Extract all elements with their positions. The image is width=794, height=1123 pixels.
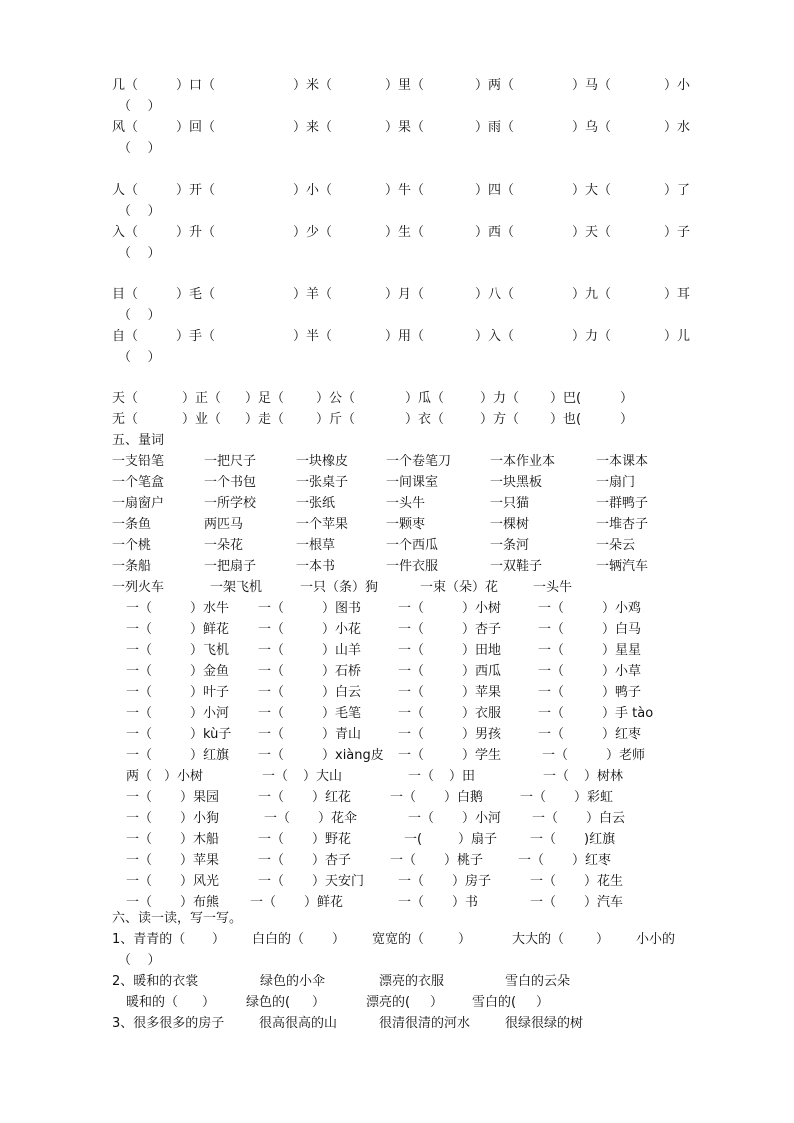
text-segment: ）四（ bbox=[475, 183, 515, 198]
text-segment: ）巴( bbox=[550, 391, 582, 406]
text-segment: 一本作业本 bbox=[490, 454, 556, 469]
text-segment: ）生（ bbox=[385, 225, 425, 240]
text-segment: 宽宽的（ bbox=[372, 932, 425, 947]
text-segment: 一（ bbox=[408, 769, 435, 784]
text-segment: 一颗枣 bbox=[386, 517, 426, 532]
fill-in-row bbox=[0, 850, 794, 871]
text-segment: 大大的（ bbox=[512, 932, 565, 947]
text-segment: 一（ bbox=[258, 727, 285, 742]
text-segment: 一（ bbox=[390, 853, 417, 868]
text-segment: ）鸭子 bbox=[602, 685, 642, 700]
text-segment: 一（ bbox=[258, 832, 285, 847]
text-segment: 一群鸭子 bbox=[596, 496, 649, 511]
word-group-line bbox=[0, 284, 794, 305]
text-segment: ）衣服 bbox=[462, 706, 502, 721]
text-segment: ）公（ bbox=[316, 391, 356, 406]
text-segment: 一头牛 bbox=[533, 580, 573, 595]
text-segment: 一（ bbox=[538, 727, 565, 742]
text-segment: ）走（ bbox=[245, 412, 285, 427]
text-segment: ）红花 bbox=[312, 790, 352, 805]
measure-word-examples bbox=[0, 556, 794, 577]
text-segment: ）小河 bbox=[190, 706, 230, 721]
text-segment: ）叶子 bbox=[190, 685, 230, 700]
text-segment: 一（ bbox=[126, 706, 153, 721]
text-segment: 白白的（ bbox=[252, 932, 305, 947]
text-segment: 目（ bbox=[112, 287, 139, 302]
text-segment: 一（ bbox=[126, 622, 153, 637]
text-segment: 一把尺子 bbox=[204, 454, 257, 469]
text-segment: 一束（朵）花 bbox=[420, 580, 499, 595]
exercise-2-examples bbox=[0, 971, 794, 992]
text-segment: 一（ bbox=[398, 727, 425, 742]
text-segment: ）手 tào bbox=[602, 706, 654, 721]
text-segment: 一扇门 bbox=[596, 475, 636, 490]
text-segment: ）子 bbox=[664, 225, 691, 240]
text-segment: 小小的 bbox=[636, 932, 676, 947]
text-segment: ） bbox=[536, 995, 550, 1010]
text-segment: 3、很多很多的房子 bbox=[112, 1016, 225, 1031]
text-segment: ）布熊 bbox=[180, 895, 220, 910]
text-segment: 一（ bbox=[398, 643, 425, 658]
text-segment: 漂亮的( bbox=[366, 995, 411, 1010]
text-segment: ）小狗 bbox=[180, 811, 220, 826]
word-group-line bbox=[0, 75, 794, 96]
fill-in-row bbox=[0, 619, 794, 640]
text-segment: 五、量词 bbox=[112, 433, 165, 448]
word-group-line bbox=[0, 222, 794, 243]
text-segment: ）树林 bbox=[584, 769, 624, 784]
text-segment: ）风光 bbox=[180, 874, 220, 889]
exercise-2-fill bbox=[0, 992, 794, 1013]
text-segment: ）白马 bbox=[602, 622, 642, 637]
text-segment: 一（ bbox=[398, 748, 425, 763]
text-segment: ）回（ bbox=[176, 120, 216, 135]
text-segment: ）金鱼 bbox=[190, 664, 230, 679]
text-segment: 一个桃 bbox=[112, 538, 152, 553]
text-segment: ）米（ bbox=[293, 78, 333, 93]
text-segment: 一（ bbox=[126, 664, 153, 679]
text-segment: ）桃子 bbox=[444, 853, 484, 868]
word-group-line bbox=[0, 138, 794, 159]
text-segment: ）小鸡 bbox=[602, 601, 642, 616]
text-segment: 自（ bbox=[112, 329, 139, 344]
text-segment: 一张纸 bbox=[296, 496, 336, 511]
word-group-line bbox=[0, 347, 794, 368]
text-segment: ）开（ bbox=[176, 183, 216, 198]
word-group-line bbox=[0, 326, 794, 347]
text-segment: 一个笔盒 bbox=[112, 475, 165, 490]
word-pair-line bbox=[0, 388, 794, 409]
text-segment: ）儿 bbox=[664, 329, 691, 344]
text-segment: 一（ bbox=[538, 643, 565, 658]
text-segment: 几（ bbox=[112, 78, 139, 93]
text-segment: 一（ bbox=[258, 622, 285, 637]
text-segment: 一（ bbox=[258, 685, 285, 700]
text-segment: 一（ bbox=[258, 664, 285, 679]
text-segment: ）天（ bbox=[572, 225, 612, 240]
exercise-3 bbox=[0, 1013, 794, 1034]
text-segment: ）图书 bbox=[322, 601, 362, 616]
text-segment: 很绿很绿的树 bbox=[505, 1016, 584, 1031]
text-segment: 一个苹果 bbox=[296, 517, 349, 532]
text-segment: （ ） bbox=[118, 141, 161, 156]
text-segment: 入（ bbox=[112, 225, 139, 240]
fill-in-row bbox=[0, 661, 794, 682]
text-segment: 很清很清的河水 bbox=[379, 1016, 471, 1031]
text-segment: （ ） bbox=[118, 953, 161, 968]
word-group-line bbox=[0, 96, 794, 117]
text-segment: ）西瓜 bbox=[462, 664, 502, 679]
text-segment: 绿色的( bbox=[246, 995, 291, 1010]
text-segment: ）正（ bbox=[182, 391, 222, 406]
text-segment: ）鲜花 bbox=[304, 895, 344, 910]
exercise-1-continued bbox=[0, 950, 794, 971]
text-segment: 一（ bbox=[126, 643, 153, 658]
text-segment: 一（ bbox=[258, 874, 285, 889]
text-segment: 一（ bbox=[530, 895, 557, 910]
text-segment: ） bbox=[202, 995, 216, 1010]
text-segment: 一（ bbox=[126, 685, 153, 700]
text-segment: （ ） bbox=[118, 308, 161, 323]
fill-in-row bbox=[0, 640, 794, 661]
word-group-line bbox=[0, 243, 794, 264]
text-segment: 一朵云 bbox=[596, 538, 636, 553]
text-segment: 一（ bbox=[538, 622, 565, 637]
text-segment: 漂亮的衣服 bbox=[379, 974, 445, 989]
text-segment: ）方（ bbox=[480, 412, 520, 427]
text-segment: 天（ bbox=[112, 391, 139, 406]
text-segment: 一（ bbox=[398, 706, 425, 721]
text-segment: ）乌（ bbox=[572, 120, 612, 135]
text-segment: 一列火车 bbox=[112, 580, 165, 595]
text-segment: ）水牛 bbox=[190, 601, 230, 616]
text-segment: ）水 bbox=[664, 120, 691, 135]
section-title bbox=[0, 908, 794, 929]
text-segment: 很高很高的山 bbox=[259, 1016, 338, 1031]
text-segment: 一根草 bbox=[296, 538, 336, 553]
text-segment: 一个卷笔刀 bbox=[386, 454, 452, 469]
text-segment: 无（ bbox=[112, 412, 139, 427]
text-segment: 1、青青的（ bbox=[112, 932, 186, 947]
text-segment: 一本书 bbox=[296, 559, 336, 574]
text-segment: ）雨（ bbox=[475, 120, 515, 135]
text-segment: 两匹马 bbox=[204, 517, 244, 532]
text-segment: 一（ bbox=[538, 685, 565, 700]
text-segment: ）红枣 bbox=[572, 853, 612, 868]
text-segment: 一所学校 bbox=[204, 496, 257, 511]
text-segment: 一（ bbox=[264, 811, 291, 826]
text-segment: 六、读一读，写一写。 bbox=[112, 911, 243, 926]
text-segment: 一把扇子 bbox=[204, 559, 257, 574]
measure-word-examples bbox=[0, 514, 794, 535]
text-segment: 一（ bbox=[262, 769, 289, 784]
text-segment: 2、暖和的衣裳 bbox=[112, 974, 199, 989]
text-segment: ）牛（ bbox=[385, 183, 425, 198]
text-segment: 一（ bbox=[398, 664, 425, 679]
fill-in-row bbox=[0, 682, 794, 703]
text-segment: 暖和的（ bbox=[126, 995, 179, 1010]
text-segment: ）田 bbox=[449, 769, 476, 784]
measure-word-examples bbox=[0, 577, 794, 598]
text-segment: ）杏子 bbox=[462, 622, 502, 637]
measure-word-examples bbox=[0, 472, 794, 493]
text-segment: ）红枣 bbox=[602, 727, 642, 742]
text-segment: ）小（ bbox=[293, 183, 333, 198]
text-segment: 一（ bbox=[390, 790, 417, 805]
fill-in-row bbox=[0, 703, 794, 724]
text-segment: （ ） bbox=[118, 246, 161, 261]
text-segment: 两（ bbox=[126, 769, 153, 784]
text-segment: 绿色的小伞 bbox=[260, 974, 326, 989]
text-segment: ）力（ bbox=[572, 329, 612, 344]
text-segment: ）九（ bbox=[572, 287, 612, 302]
text-segment: ）彩虹 bbox=[574, 790, 614, 805]
text-segment: 风（ bbox=[112, 120, 139, 135]
text-segment: ）杏子 bbox=[312, 853, 352, 868]
text-segment: 一间课室 bbox=[386, 475, 439, 490]
exercise-1 bbox=[0, 929, 794, 950]
text-segment: ）鲜花 bbox=[190, 622, 230, 637]
text-segment: ）了 bbox=[664, 183, 691, 198]
text-segment: 一（ bbox=[258, 748, 285, 763]
text-segment: 一只（条）狗 bbox=[300, 580, 379, 595]
text-segment: 一（ bbox=[532, 811, 559, 826]
text-segment: ）木船 bbox=[180, 832, 220, 847]
text-segment: 一件衣服 bbox=[386, 559, 439, 574]
text-segment: ）老师 bbox=[606, 748, 646, 763]
text-segment: 一（ bbox=[538, 706, 565, 721]
fill-in-row bbox=[0, 766, 794, 787]
text-segment: 一（ bbox=[126, 790, 153, 805]
text-segment: 一支铅笔 bbox=[112, 454, 165, 469]
text-segment: 一（ bbox=[408, 811, 435, 826]
text-segment: ）大（ bbox=[572, 183, 612, 198]
text-segment: ）kù子 bbox=[190, 727, 232, 742]
text-segment: 一头牛 bbox=[386, 496, 426, 511]
text-segment: ）口（ bbox=[176, 78, 216, 93]
text-segment: 一（ bbox=[398, 601, 425, 616]
text-segment: ）少（ bbox=[293, 225, 333, 240]
text-segment: ）白鹅 bbox=[444, 790, 484, 805]
text-segment: ）衣（ bbox=[405, 412, 445, 427]
fill-in-row bbox=[0, 871, 794, 892]
text-segment: ）小 bbox=[664, 78, 691, 93]
text-segment: ）青山 bbox=[322, 727, 362, 742]
text-segment: 一（ bbox=[126, 748, 153, 763]
text-segment: ）苹果 bbox=[462, 685, 502, 700]
measure-word-examples bbox=[0, 451, 794, 472]
text-segment: ）小河 bbox=[462, 811, 502, 826]
fill-in-row bbox=[0, 787, 794, 808]
text-segment: 人（ bbox=[112, 183, 139, 198]
text-segment: ）扇子 bbox=[458, 832, 498, 847]
text-segment: 一（ bbox=[258, 601, 285, 616]
text-segment: ）星星 bbox=[602, 643, 642, 658]
text-segment: ）业（ bbox=[182, 412, 222, 427]
text-segment: ）石桥 bbox=[322, 664, 362, 679]
text-segment: ）苹果 bbox=[180, 853, 220, 868]
text-segment: ）果园 bbox=[180, 790, 220, 805]
text-segment: 一（ bbox=[126, 832, 153, 847]
measure-word-examples bbox=[0, 535, 794, 556]
text-segment: ）入（ bbox=[475, 329, 515, 344]
text-segment: ）小草 bbox=[602, 664, 642, 679]
text-segment: 一条河 bbox=[490, 538, 530, 553]
text-segment: 一条鱼 bbox=[112, 517, 152, 532]
text-segment: 一块橡皮 bbox=[296, 454, 349, 469]
text-segment: 一（ bbox=[542, 748, 569, 763]
text-segment: ）田地 bbox=[462, 643, 502, 658]
text-segment: ）西（ bbox=[475, 225, 515, 240]
text-segment: ） bbox=[620, 391, 634, 406]
text-segment: 一条船 bbox=[112, 559, 152, 574]
text-segment: ）大山 bbox=[303, 769, 343, 784]
text-segment: 一架飞机 bbox=[210, 580, 263, 595]
text-segment: ） bbox=[596, 932, 610, 947]
text-segment: ）男孩 bbox=[462, 727, 502, 742]
text-segment: 一（ bbox=[126, 895, 153, 910]
text-segment: 雪白的( bbox=[472, 995, 517, 1010]
text-segment: 一（ bbox=[543, 769, 570, 784]
text-segment: ）半（ bbox=[293, 329, 333, 344]
word-group-line bbox=[0, 180, 794, 201]
text-segment: 一（ bbox=[398, 895, 425, 910]
text-segment: ） bbox=[212, 932, 226, 947]
text-segment: ） bbox=[312, 995, 326, 1010]
text-segment: ）房子 bbox=[452, 874, 492, 889]
text-segment: ） bbox=[332, 932, 346, 947]
word-group-line bbox=[0, 201, 794, 222]
text-segment: ）书 bbox=[452, 895, 479, 910]
text-segment: 一（ bbox=[258, 643, 285, 658]
text-segment: 一（ bbox=[538, 664, 565, 679]
text-segment: ）升（ bbox=[176, 225, 216, 240]
text-segment: ）来（ bbox=[293, 120, 333, 135]
text-segment: ）小树 bbox=[164, 769, 204, 784]
text-segment: ）瓜（ bbox=[405, 391, 445, 406]
text-segment: ）野花 bbox=[312, 832, 352, 847]
text-segment: 一只猫 bbox=[490, 496, 530, 511]
text-segment: ）红旗 bbox=[190, 748, 230, 763]
text-segment: ）毛（ bbox=[176, 287, 216, 302]
text-segment: 一（ bbox=[126, 853, 153, 868]
text-segment: ）花生 bbox=[584, 874, 624, 889]
text-segment: 一（ bbox=[520, 790, 547, 805]
text-segment: 一（ bbox=[126, 811, 153, 826]
text-segment: 一（ bbox=[126, 601, 153, 616]
text-segment: 一（ bbox=[530, 832, 557, 847]
word-pair-line bbox=[0, 409, 794, 430]
text-segment: ）八（ bbox=[475, 287, 515, 302]
measure-word-examples bbox=[0, 493, 794, 514]
fill-in-row bbox=[0, 598, 794, 619]
text-segment: ）xiàng皮 bbox=[322, 748, 384, 763]
text-segment: ）果（ bbox=[385, 120, 425, 135]
text-segment: 一棵树 bbox=[490, 517, 530, 532]
text-segment: 一（ bbox=[398, 874, 425, 889]
text-segment: ）马（ bbox=[572, 78, 612, 93]
text-segment: 一辆汽车 bbox=[596, 559, 649, 574]
text-segment: ）两（ bbox=[475, 78, 515, 93]
text-segment: （ ） bbox=[118, 204, 161, 219]
text-segment: 一个书包 bbox=[204, 475, 257, 490]
text-segment: 一（ bbox=[258, 853, 285, 868]
text-segment: 一（ bbox=[126, 727, 153, 742]
text-segment: 一张桌子 bbox=[296, 475, 349, 490]
fill-in-row bbox=[0, 745, 794, 766]
text-segment: ） bbox=[430, 995, 444, 1010]
text-segment: ）月（ bbox=[385, 287, 425, 302]
text-segment: 一朵花 bbox=[204, 538, 244, 553]
text-segment: ） bbox=[458, 932, 472, 947]
text-segment: 一（ bbox=[530, 874, 557, 889]
section-title bbox=[0, 430, 794, 451]
word-group-line bbox=[0, 305, 794, 326]
text-segment: ）山羊 bbox=[322, 643, 362, 658]
text-segment: 一（ bbox=[398, 622, 425, 637]
fill-in-row bbox=[0, 724, 794, 745]
text-segment: ）汽车 bbox=[584, 895, 624, 910]
text-segment: 一（ bbox=[126, 874, 153, 889]
text-segment: ）飞机 bbox=[190, 643, 230, 658]
text-segment: ） bbox=[620, 412, 634, 427]
text-segment: ）力（ bbox=[480, 391, 520, 406]
text-segment: ）白云 bbox=[586, 811, 626, 826]
text-segment: 一（ bbox=[258, 706, 285, 721]
text-segment: ）毛笔 bbox=[322, 706, 362, 721]
text-segment: 一（ bbox=[538, 601, 565, 616]
text-segment: 雪白的云朵 bbox=[505, 974, 571, 989]
text-segment: 一（ bbox=[518, 853, 545, 868]
text-segment: )红旗 bbox=[584, 832, 616, 847]
text-segment: ）羊（ bbox=[293, 287, 333, 302]
text-segment: 一扇窗户 bbox=[112, 496, 165, 511]
text-segment: （ ） bbox=[118, 99, 161, 114]
text-segment: ）也( bbox=[550, 412, 582, 427]
text-segment: 一本课本 bbox=[596, 454, 649, 469]
text-segment: ）斤（ bbox=[316, 412, 356, 427]
text-segment: ）小树 bbox=[462, 601, 502, 616]
text-segment: ）学生 bbox=[462, 748, 502, 763]
text-segment: ）手（ bbox=[176, 329, 216, 344]
text-segment: ）白云 bbox=[322, 685, 362, 700]
text-segment: ）小花 bbox=[322, 622, 362, 637]
text-segment: 一双鞋子 bbox=[490, 559, 543, 574]
text-segment: 一块黑板 bbox=[490, 475, 543, 490]
text-segment: ）花伞 bbox=[318, 811, 358, 826]
text-segment: 一（ bbox=[258, 790, 285, 805]
text-segment: 一堆杏子 bbox=[596, 517, 649, 532]
text-segment: 一个西瓜 bbox=[386, 538, 439, 553]
text-segment: ）耳 bbox=[664, 287, 691, 302]
text-segment: ）里（ bbox=[385, 78, 425, 93]
text-segment: 一( bbox=[404, 832, 423, 847]
text-segment: （ ） bbox=[118, 350, 161, 365]
fill-in-row bbox=[0, 829, 794, 850]
text-segment: ）足（ bbox=[245, 391, 285, 406]
word-group-line bbox=[0, 117, 794, 138]
text-segment: ）用（ bbox=[385, 329, 425, 344]
fill-in-row bbox=[0, 808, 794, 829]
text-segment: ）天安门 bbox=[312, 874, 365, 889]
text-segment: 一（ bbox=[250, 895, 277, 910]
text-segment: 一（ bbox=[398, 685, 425, 700]
